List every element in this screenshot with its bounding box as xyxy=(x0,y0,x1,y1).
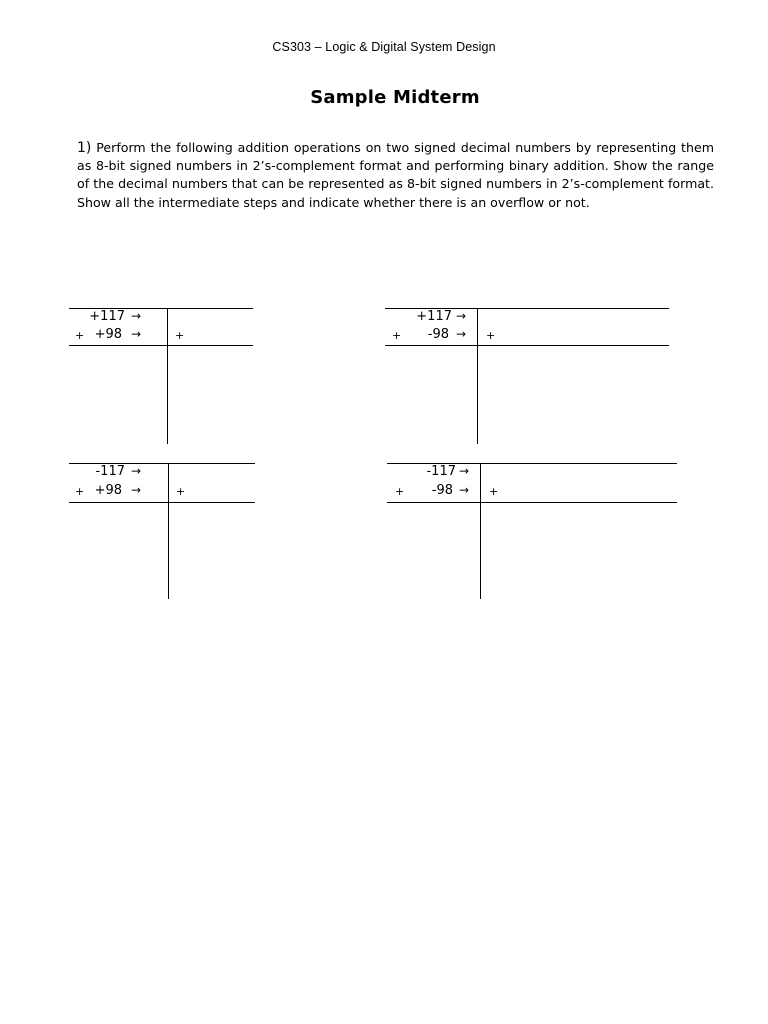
plus-sign: + xyxy=(395,485,405,498)
operand-b: -98 xyxy=(431,483,453,498)
table-sum-rule xyxy=(69,502,255,503)
table-sum-rule xyxy=(69,345,253,346)
table-divider xyxy=(480,463,481,599)
course-header: CS303 – Logic & Digital System Design xyxy=(272,40,496,54)
work-table-1 xyxy=(69,308,255,444)
operand-a: +117 xyxy=(89,309,125,324)
operand-a: -117 xyxy=(426,464,456,479)
question-1 xyxy=(77,139,714,212)
table-sum-rule xyxy=(385,345,669,346)
table-divider xyxy=(477,308,478,444)
arrow-icon: → xyxy=(456,327,467,341)
work-table-3 xyxy=(69,463,257,599)
arrow-icon: → xyxy=(459,464,470,478)
plus-sign: + xyxy=(486,329,496,342)
plus-sign: + xyxy=(175,329,185,342)
document-title: Sample Midterm xyxy=(310,87,480,108)
arrow-icon: → xyxy=(131,483,142,497)
plus-sign: + xyxy=(75,485,85,498)
plus-sign: + xyxy=(392,329,402,342)
arrow-icon: → xyxy=(456,309,467,323)
arrow-icon: → xyxy=(131,464,142,478)
plus-sign: + xyxy=(489,485,499,498)
operand-a: +117 xyxy=(416,309,452,324)
operand-b: +98 xyxy=(94,483,122,498)
work-table-2 xyxy=(385,308,671,444)
arrow-icon: → xyxy=(131,309,142,323)
operand-a: -117 xyxy=(95,464,125,479)
question-number: 1) xyxy=(77,140,92,156)
table-divider xyxy=(167,308,168,444)
question-text: Perform the following addition operations on two signed decimal numbers by representing them as 8-bit signed numbers in 2’s-complement format and performing binary addition. Show the range of the decimal numbers that can be represented as 8-bit signed numbers in 2’s-complement format. Show all the intermediate steps and indicate whether there is an overflow or not. xyxy=(77,140,714,210)
table-sum-rule xyxy=(387,502,677,503)
operand-b: -98 xyxy=(427,327,449,342)
arrow-icon: → xyxy=(131,327,142,341)
plus-sign: + xyxy=(75,329,85,342)
work-table-4 xyxy=(387,463,679,599)
plus-sign: + xyxy=(176,485,186,498)
table-divider xyxy=(168,463,169,599)
arrow-icon: → xyxy=(459,483,470,497)
operand-b: +98 xyxy=(94,327,122,342)
